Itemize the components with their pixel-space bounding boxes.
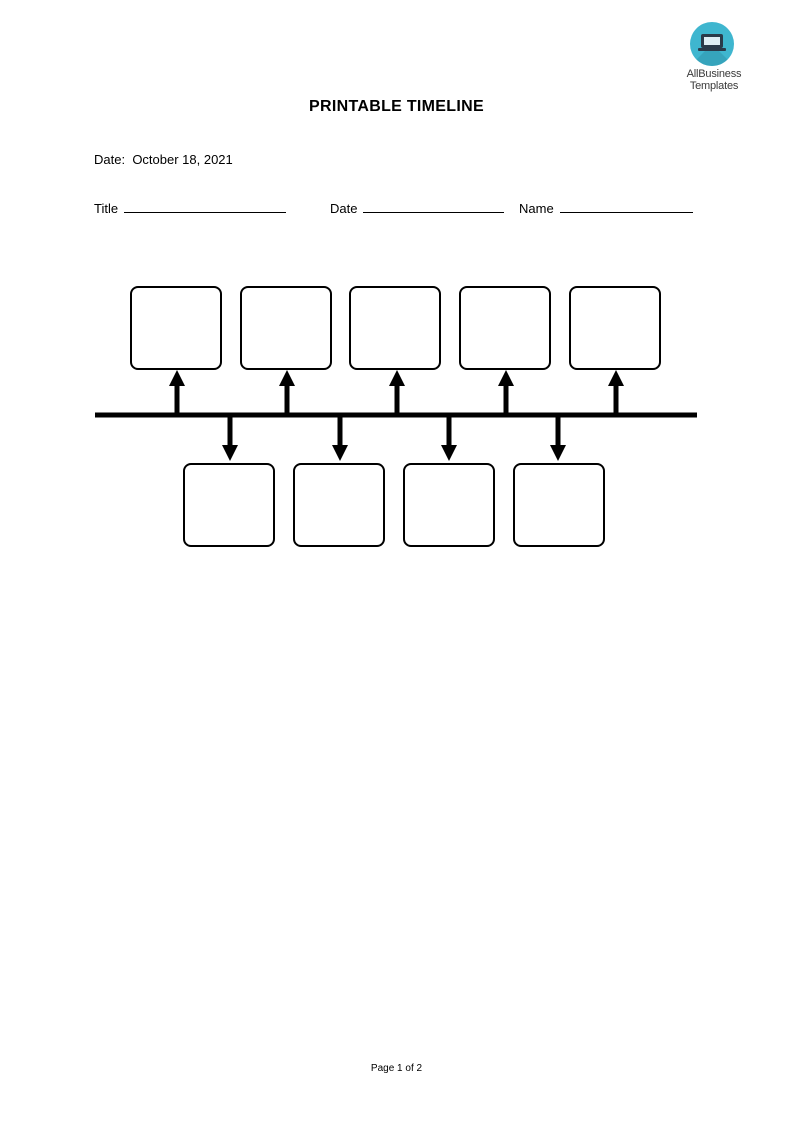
company-logo [678,22,750,94]
logo-text [678,68,750,92]
name-field-line[interactable] [560,200,693,213]
title-field[interactable] [94,200,286,216]
date-field-line[interactable] [363,200,504,213]
timeline-box-bottom-3[interactable] [404,464,494,546]
timeline-box-bottom-4[interactable] [514,464,604,546]
document-date [94,152,233,167]
timeline-box-top-2[interactable] [241,287,331,369]
title-field-label: Title [94,201,119,216]
timeline-box-top-1[interactable] [131,287,221,369]
date-label: Date: [94,152,126,167]
name-field-label: Name [519,201,554,216]
logo-line-1: AllBusiness [686,68,742,80]
page-title: PRINTABLE TIMELINE [309,98,484,115]
timeline-box-bottom-1[interactable] [184,464,274,546]
logo-badge [690,22,734,66]
timeline-diagram [0,270,793,560]
timeline-box-top-5[interactable] [570,287,660,369]
page-number: Page 1 of 2 [370,1063,423,1074]
date-field[interactable] [330,200,504,216]
timeline-box-top-4[interactable] [460,287,550,369]
name-field[interactable] [519,200,693,216]
date-field-label: Date [330,201,358,216]
laptop-icon [701,34,723,48]
title-field-line[interactable] [124,200,286,213]
timeline-box-top-3[interactable] [350,287,440,369]
date-value: October 18, 2021 [132,152,233,167]
timeline-box-bottom-2[interactable] [294,464,384,546]
logo-line-2: Templates [689,80,739,92]
